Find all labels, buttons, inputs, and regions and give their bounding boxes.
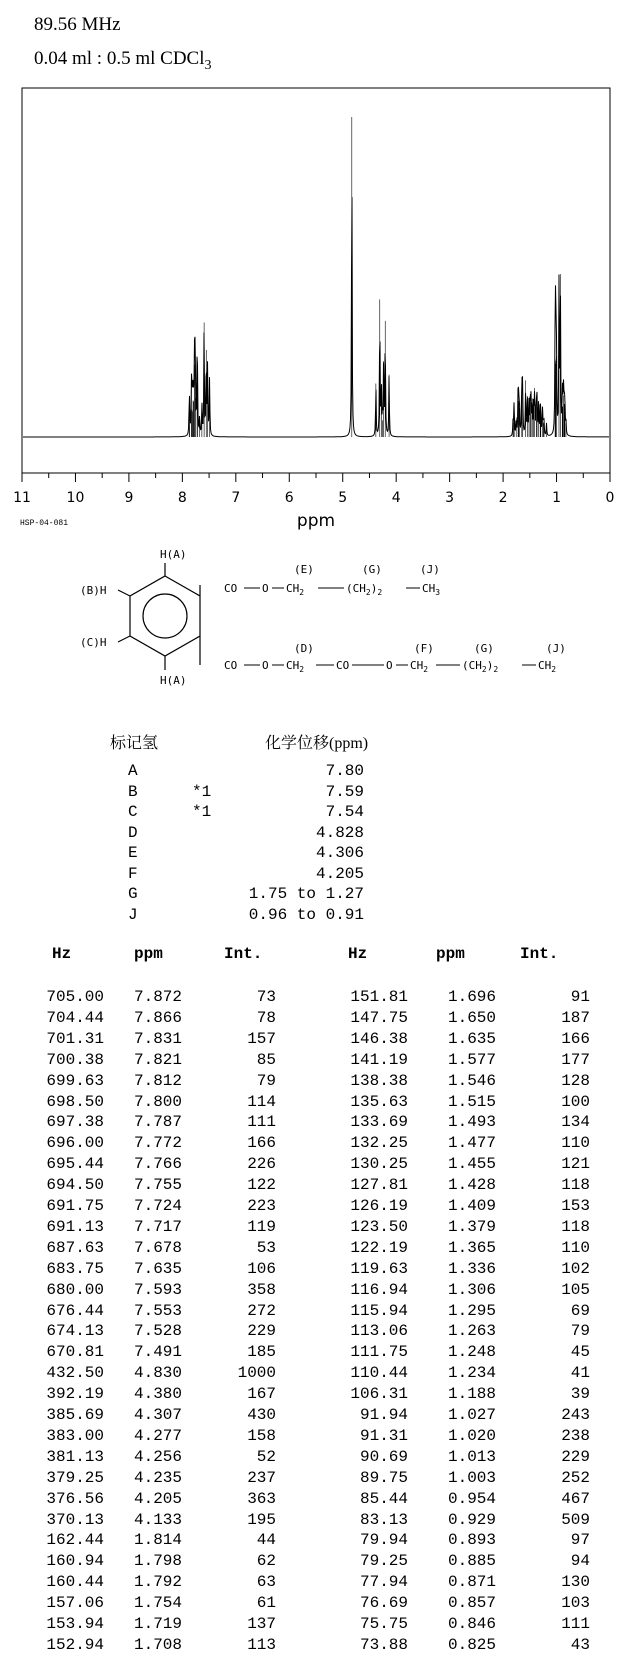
left-ppm-cell: 4.380	[133, 1385, 182, 1404]
right-ppm-cell: 1.013	[447, 1447, 496, 1466]
right-int-cell: 103	[561, 1594, 590, 1613]
left-ppm-cell: 7.772	[133, 1134, 182, 1153]
x-tick-label: 1	[552, 490, 562, 506]
right-int-cell: 238	[561, 1426, 590, 1445]
right-hz-cell: 132.25	[350, 1134, 408, 1153]
right-hz-cell: 116.94	[350, 1280, 408, 1299]
left-int-cell: 137	[247, 1615, 276, 1633]
right-ppm-cell: 0.846	[447, 1615, 496, 1633]
left-ppm-cell: 7.553	[133, 1301, 182, 1320]
peak-table-header: ppm	[436, 945, 465, 963]
right-hz-cell: 123.50	[350, 1217, 408, 1236]
right-hz-cell: 89.75	[359, 1468, 408, 1487]
left-ppm-cell: 4.205	[133, 1489, 182, 1508]
left-int-cell: 122	[247, 1176, 276, 1195]
assignment-note: *1	[192, 803, 212, 821]
label-f: (F)	[414, 642, 434, 655]
right-hz-cell: 111.75	[350, 1343, 408, 1362]
right-hz-cell: 151.81	[350, 988, 408, 1006]
assignment-shift: 7.80	[325, 762, 364, 780]
right-ppm-cell: 1.306	[447, 1280, 496, 1299]
peak-table-header: ppm	[134, 945, 163, 963]
x-axis-label: ppm	[296, 511, 336, 531]
right-hz-cell: 138.38	[350, 1071, 408, 1090]
left-int-cell: 62	[256, 1552, 276, 1571]
left-int-cell: 52	[256, 1447, 276, 1466]
right-ppm-cell: 1.365	[447, 1238, 496, 1257]
spectrum-code: HSP-04-081	[20, 519, 69, 528]
structure-labels	[80, 548, 566, 687]
right-ppm-cell: 1.263	[447, 1322, 496, 1341]
left-hz-cell: 687.63	[46, 1238, 104, 1257]
x-tick-label: 4	[391, 490, 401, 506]
left-ppm-cell: 7.800	[133, 1092, 182, 1111]
right-int-cell: 467	[561, 1489, 590, 1508]
right-hz-cell: 126.19	[350, 1197, 408, 1215]
right-hz-cell: 77.94	[359, 1573, 408, 1592]
left-hz-cell: 392.19	[46, 1385, 104, 1404]
right-ppm-cell: 1.020	[447, 1426, 496, 1445]
peak-table-header: Hz	[348, 945, 368, 963]
right-ppm-cell: 1.188	[447, 1385, 496, 1404]
right-ppm-cell: 0.825	[447, 1635, 496, 1654]
left-int-cell: 185	[247, 1343, 276, 1362]
x-tick-label: 7	[231, 490, 241, 506]
right-int-cell: 43	[570, 1635, 590, 1654]
left-hz-cell: 695.44	[46, 1155, 104, 1174]
left-int-cell: 53	[256, 1238, 276, 1257]
left-ppm-cell: 1.708	[133, 1635, 182, 1654]
assignment-shift: 4.828	[315, 823, 364, 842]
right-ppm-cell: 0.954	[447, 1489, 496, 1508]
left-ppm-cell: 7.593	[133, 1280, 182, 1299]
left-ppm-cell: 7.724	[133, 1197, 182, 1215]
right-ppm-cell: 1.379	[447, 1217, 496, 1236]
right-ppm-cell: 0.929	[447, 1510, 496, 1529]
left-hz-cell: 152.94	[46, 1635, 104, 1654]
right-int-cell: 118	[561, 1176, 590, 1195]
right-int-cell: 243	[561, 1406, 590, 1424]
left-ppm-cell: 7.491	[133, 1343, 182, 1362]
right-hz-cell: 90.69	[359, 1447, 408, 1466]
left-hz-cell: 691.75	[46, 1197, 104, 1215]
left-hz-cell: 376.56	[46, 1489, 104, 1508]
right-ppm-cell: 0.857	[447, 1594, 496, 1613]
right-hz-cell: 127.81	[350, 1176, 408, 1195]
assignment-shift: 4.306	[315, 844, 364, 862]
chemical-structure	[0, 0, 626, 720]
benzene-ring	[118, 563, 200, 670]
left-hz-cell: 370.13	[46, 1510, 104, 1529]
label-j-bottom: (J)	[546, 642, 566, 655]
left-hz-cell: 160.44	[46, 1573, 104, 1592]
assignment-note: *1	[192, 782, 212, 801]
right-ppm-cell: 1.635	[447, 1029, 496, 1048]
left-ppm-cell: 7.717	[133, 1217, 182, 1236]
right-hz-cell: 135.63	[350, 1092, 408, 1111]
left-ppm-cell: 1.798	[133, 1552, 182, 1571]
left-int-cell: 226	[247, 1155, 276, 1174]
assignment-shift: 7.59	[325, 782, 364, 801]
left-int-cell: 44	[256, 1531, 276, 1550]
right-ppm-cell: 1.409	[447, 1197, 496, 1215]
right-hz-cell: 79.94	[359, 1531, 408, 1550]
left-int-cell: 63	[256, 1573, 276, 1592]
right-int-cell: 229	[561, 1447, 590, 1466]
assignment-label: C	[128, 803, 138, 821]
right-int-cell: 91	[570, 988, 590, 1006]
left-hz-cell: 683.75	[46, 1259, 104, 1278]
right-int-cell: 110	[561, 1238, 590, 1257]
left-ppm-cell: 4.256	[133, 1447, 182, 1466]
right-hz-cell: 115.94	[350, 1301, 408, 1320]
left-ppm-cell: 7.635	[133, 1259, 182, 1278]
right-hz-cell: 147.75	[350, 1008, 408, 1027]
left-hz-cell: 160.94	[46, 1552, 104, 1571]
assignment-label: F	[128, 864, 138, 883]
right-int-cell: 128	[561, 1071, 590, 1090]
right-int-cell: 97	[570, 1531, 590, 1550]
label-ha-top: H(A)	[160, 548, 187, 561]
left-hz-cell: 153.94	[46, 1615, 104, 1633]
right-int-cell: 153	[561, 1197, 590, 1215]
left-int-cell: 223	[247, 1197, 276, 1215]
x-tick-label: 11	[13, 490, 31, 506]
right-hz-cell: 85.44	[359, 1489, 408, 1508]
left-hz-cell: 674.13	[46, 1322, 104, 1341]
right-hz-cell: 83.13	[359, 1510, 408, 1529]
right-int-cell: 166	[561, 1029, 590, 1048]
assignment-shift: 4.205	[315, 864, 364, 883]
left-int-cell: 111	[247, 1113, 276, 1132]
right-int-cell: 134	[561, 1113, 590, 1132]
left-ppm-cell: 4.277	[133, 1426, 182, 1445]
x-tick-label: 5	[338, 490, 348, 506]
left-ppm-cell: 7.866	[133, 1008, 182, 1027]
left-ppm-cell: 7.831	[133, 1029, 182, 1048]
right-ppm-cell: 0.893	[447, 1531, 496, 1550]
right-int-cell: 45	[570, 1343, 590, 1362]
right-int-cell: 177	[561, 1050, 590, 1069]
right-hz-cell: 75.75	[359, 1615, 408, 1633]
left-ppm-cell: 1.754	[133, 1594, 182, 1613]
right-int-cell: 94	[570, 1552, 590, 1571]
right-hz-cell: 76.69	[359, 1594, 408, 1613]
right-int-cell: 121	[561, 1155, 590, 1174]
right-hz-cell: 133.69	[350, 1113, 408, 1132]
assignment-label: A	[128, 762, 138, 780]
left-int-cell: 113	[247, 1635, 276, 1654]
label-ch-f: $CH_2$	[410, 659, 429, 674]
assignment-label: D	[128, 823, 138, 842]
right-ppm-cell: 1.027	[447, 1406, 496, 1424]
right-ppm-cell: 0.871	[447, 1573, 496, 1592]
label-e: (E)	[294, 563, 314, 576]
right-int-cell: 130	[561, 1573, 590, 1592]
right-ppm-cell: 1.493	[447, 1113, 496, 1132]
label-o-2: O	[262, 659, 269, 672]
right-ppm-cell: 1.515	[447, 1092, 496, 1111]
left-ppm-cell: 7.755	[133, 1176, 182, 1195]
label-co-3: CO	[336, 659, 350, 672]
assignment-label: J	[128, 905, 138, 924]
assignment-shift: 7.54	[325, 803, 364, 821]
left-hz-cell: 704.44	[46, 1008, 104, 1027]
right-ppm-cell: 1.577	[447, 1050, 496, 1069]
peak-table-header: Int.	[520, 945, 559, 963]
assignment-header-label: 标记氢	[110, 735, 159, 752]
label-g-top: (G)	[362, 563, 382, 576]
left-hz-cell: 157.06	[46, 1594, 104, 1613]
x-tick-label: 10	[66, 490, 85, 506]
left-ppm-cell: 7.872	[133, 988, 182, 1006]
left-ppm-cell: 4.133	[133, 1510, 182, 1529]
label-g-bottom: (G)	[474, 642, 494, 655]
left-int-cell: 79	[256, 1071, 276, 1090]
right-ppm-cell: 1.336	[447, 1259, 496, 1278]
assignment-shift: 1.75 to 1.27	[248, 885, 364, 903]
right-int-cell: 102	[561, 1259, 590, 1278]
left-int-cell: 363	[247, 1489, 276, 1508]
right-ppm-cell: 1.477	[447, 1134, 496, 1153]
left-int-cell: 78	[256, 1008, 276, 1027]
right-hz-cell: 91.94	[359, 1406, 408, 1424]
left-hz-cell: 676.44	[46, 1301, 104, 1320]
right-ppm-cell: 1.696	[447, 988, 496, 1006]
label-ha-bottom: H(A)	[160, 674, 187, 687]
left-ppm-cell: 7.678	[133, 1238, 182, 1257]
right-hz-cell: 110.44	[350, 1364, 408, 1383]
right-int-cell: 105	[561, 1280, 590, 1299]
label-ch-e: $CH_2$	[286, 582, 305, 597]
right-int-cell: 79	[570, 1322, 590, 1341]
label-d: (D)	[294, 642, 314, 655]
label-ch2-g: $(CH_2)_2$	[346, 582, 383, 597]
right-hz-cell: 122.19	[350, 1238, 408, 1257]
left-int-cell: 272	[247, 1301, 276, 1320]
left-hz-cell: 696.00	[46, 1134, 104, 1153]
left-hz-cell: 381.13	[46, 1447, 104, 1466]
left-ppm-cell: 1.792	[133, 1573, 182, 1592]
label-ch2-g2: $(CH_2)_2$	[462, 659, 499, 674]
left-int-cell: 229	[247, 1322, 276, 1341]
assignment-shift: 0.96 to 0.91	[248, 905, 364, 924]
concentration-subscript: 3	[204, 57, 212, 73]
right-ppm-cell: 1.546	[447, 1071, 496, 1090]
x-tick-label: 9	[124, 490, 134, 506]
assignment-label: B	[128, 782, 138, 801]
label-o-1: O	[262, 582, 269, 595]
peak-table-header: Hz	[52, 945, 72, 963]
left-hz-cell: 432.50	[46, 1364, 104, 1383]
left-hz-cell: 701.31	[46, 1029, 104, 1048]
left-ppm-cell: 7.766	[133, 1155, 182, 1174]
left-hz-cell: 691.13	[46, 1217, 104, 1236]
left-int-cell: 73	[256, 988, 276, 1006]
right-hz-cell: 106.31	[350, 1385, 408, 1404]
left-ppm-cell: 7.812	[133, 1071, 182, 1090]
right-ppm-cell: 1.428	[447, 1176, 496, 1195]
left-hz-cell: 385.69	[46, 1406, 104, 1424]
right-ppm-cell: 1.295	[447, 1301, 496, 1320]
left-int-cell: 114	[247, 1092, 276, 1111]
right-ppm-cell: 1.455	[447, 1155, 496, 1174]
left-int-cell: 119	[247, 1217, 276, 1236]
left-hz-cell: 383.00	[46, 1426, 104, 1445]
right-int-cell: 110	[561, 1134, 590, 1153]
spectrometer-frequency: 89.56 MHz	[34, 14, 121, 35]
left-int-cell: 106	[247, 1259, 276, 1278]
label-o-3: O	[386, 659, 393, 672]
left-hz-cell: 670.81	[46, 1343, 104, 1362]
left-int-cell: 1000	[237, 1364, 276, 1383]
left-int-cell: 158	[247, 1426, 276, 1445]
right-ppm-cell: 1.234	[447, 1364, 496, 1383]
label-bh: (B)H	[80, 584, 107, 597]
left-hz-cell: 699.63	[46, 1071, 104, 1090]
left-hz-cell: 694.50	[46, 1176, 104, 1195]
x-tick-label: 8	[177, 490, 187, 506]
x-tick-label: 6	[284, 490, 294, 506]
left-ppm-cell: 1.814	[133, 1531, 182, 1550]
peak-table-header: Int.	[224, 945, 263, 963]
left-ppm-cell: 4.830	[133, 1364, 182, 1383]
left-ppm-cell: 7.787	[133, 1113, 182, 1132]
label-ch3-j: $CH_3$	[422, 582, 441, 597]
left-hz-cell: 698.50	[46, 1092, 104, 1111]
left-ppm-cell: 7.821	[133, 1050, 182, 1069]
label-co-1: CO	[224, 582, 238, 595]
right-int-cell: 252	[561, 1468, 590, 1487]
left-ppm-cell: 7.528	[133, 1322, 182, 1341]
label-j-top: (J)	[420, 563, 440, 576]
left-int-cell: 167	[247, 1385, 276, 1404]
left-int-cell: 430	[247, 1406, 276, 1424]
x-tick-label: 3	[445, 490, 455, 506]
right-int-cell: 100	[561, 1092, 590, 1111]
right-int-cell: 69	[570, 1301, 590, 1320]
assignment-label: E	[128, 844, 138, 862]
right-int-cell: 41	[570, 1364, 590, 1383]
left-ppm-cell: 1.719	[133, 1615, 182, 1633]
label-ch2-j: $CH_2$	[538, 659, 557, 674]
right-int-cell: 187	[561, 1008, 590, 1027]
right-hz-cell: 91.31	[359, 1426, 408, 1445]
right-hz-cell: 130.25	[350, 1155, 408, 1174]
left-int-cell: 195	[247, 1510, 276, 1529]
left-int-cell: 237	[247, 1468, 276, 1487]
left-ppm-cell: 4.307	[133, 1406, 182, 1424]
x-tick-label: 0	[605, 490, 615, 506]
right-hz-cell: 119.63	[350, 1259, 408, 1278]
label-ch: (C)H	[80, 636, 107, 649]
right-ppm-cell: 1.650	[447, 1008, 496, 1027]
right-hz-cell: 113.06	[350, 1322, 408, 1341]
right-int-cell: 111	[561, 1615, 590, 1633]
right-int-cell: 118	[561, 1217, 590, 1236]
right-hz-cell: 146.38	[350, 1029, 408, 1048]
right-int-cell: 509	[561, 1510, 590, 1529]
right-hz-cell: 73.88	[359, 1635, 408, 1654]
right-ppm-cell: 0.885	[447, 1552, 496, 1571]
left-int-cell: 166	[247, 1134, 276, 1153]
left-int-cell: 85	[256, 1050, 276, 1069]
left-int-cell: 61	[256, 1594, 276, 1613]
assignment-header-shift: 化学位移(ppm)	[265, 735, 369, 752]
left-hz-cell: 705.00	[46, 988, 104, 1006]
left-int-cell: 157	[247, 1029, 276, 1048]
left-hz-cell: 697.38	[46, 1113, 104, 1132]
left-hz-cell: 680.00	[46, 1280, 104, 1299]
right-hz-cell: 79.25	[359, 1552, 408, 1571]
left-hz-cell: 162.44	[46, 1531, 104, 1550]
concentration-text: 0.04 ml : 0.5 ml CDCl	[34, 48, 205, 69]
right-ppm-cell: 1.248	[447, 1343, 496, 1362]
label-co-2: CO	[224, 659, 238, 672]
right-hz-cell: 141.19	[350, 1050, 408, 1069]
right-int-cell: 39	[570, 1385, 590, 1404]
left-ppm-cell: 4.235	[133, 1468, 182, 1487]
right-ppm-cell: 1.003	[447, 1468, 496, 1487]
left-hz-cell: 700.38	[46, 1050, 104, 1069]
x-tick-label: 2	[498, 490, 508, 506]
left-int-cell: 358	[247, 1280, 276, 1299]
label-ch-d: $CH_2$	[286, 659, 305, 674]
assignment-label: G	[128, 885, 138, 903]
left-hz-cell: 379.25	[46, 1468, 104, 1487]
